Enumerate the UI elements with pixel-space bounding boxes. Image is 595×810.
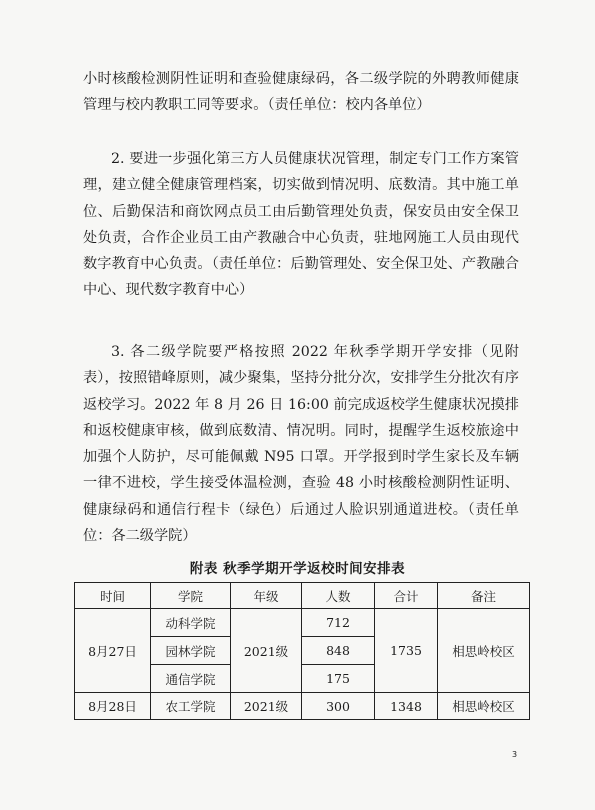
- college-cell: 动科学院: [151, 609, 231, 637]
- schedule-table: [74, 582, 530, 720]
- total-cell: 1348: [375, 693, 438, 720]
- college-cell: 园林学院: [151, 637, 231, 665]
- count-cell: 300: [302, 693, 375, 720]
- header-college: 学院: [151, 583, 231, 609]
- date-cell: 8月28日: [75, 693, 151, 720]
- college-cell: 农工学院: [151, 693, 231, 720]
- header-note: 备注: [438, 583, 530, 609]
- table-row: [75, 693, 530, 720]
- header-total: 合计: [375, 583, 438, 609]
- header-grade: 年级: [231, 583, 302, 609]
- grade-cell: 2021级: [231, 693, 302, 720]
- table-row: [75, 609, 530, 637]
- paragraph-3: 3. 各二级学院要严格按照 2022 年秋季学期开学安排（见附表），按照错峰原则，减少聚集，坚持分批分次，安排学生分批次有序返校学习。2022 年 8 月 26 日 16:00 前完成返校学生健康状况摸排和返校健康审核，做到底数清、情况明。同时，提醒学生返校旅途中加强个人防护，尽可能佩戴 N95 口罩。开学报到时学生家长及车辆一律不进校，学生接受体温检测，查验 48 小时核酸检测阴性证明、健康绿码和通信行程卡（绿色）后通过人脸识别通道进校。（责任单位：各二级学院）: [83, 344, 519, 545]
- count-cell: 848: [302, 637, 375, 665]
- note-cell: 相思岭校区: [438, 609, 530, 693]
- note-cell: 相思岭校区: [438, 693, 530, 720]
- header-time: 时间: [75, 583, 151, 609]
- date-cell: 8月27日: [75, 609, 151, 693]
- header-count: 人数: [302, 583, 375, 609]
- count-cell: 175: [302, 665, 375, 693]
- college-cell: 通信学院: [151, 665, 231, 693]
- paragraph-2: 2. 要进一步强化第三方人员健康状况管理，制定专门工作方案管理，建立健全健康管理档案，切实做到情况明、底数清。其中施工单位、后勤保洁和商饮网点员工由后勤管理处负责，保安员由安全保卫处负责，合作企业员工由产教融合中心负责，驻地网施工人员由现代数字教育中心负责。（责任单位：后勤管理处、安全保卫处、产教融合中心、现代数字教育中心）: [83, 151, 519, 299]
- table-header-row: [75, 583, 530, 609]
- count-cell: 712: [302, 609, 375, 637]
- grade-cell: 2021级: [231, 609, 302, 693]
- page-number: 3: [512, 750, 518, 759]
- table-caption: 附表 秋季学期开学返校时间安排表: [189, 561, 406, 577]
- total-cell: 1735: [375, 609, 438, 693]
- paragraph-1: 小时核酸检测阴性证明和查验健康绿码，各二级学院的外聘教师健康管理与校内教职工同等要求。（责任单位：校内各单位）: [83, 71, 519, 114]
